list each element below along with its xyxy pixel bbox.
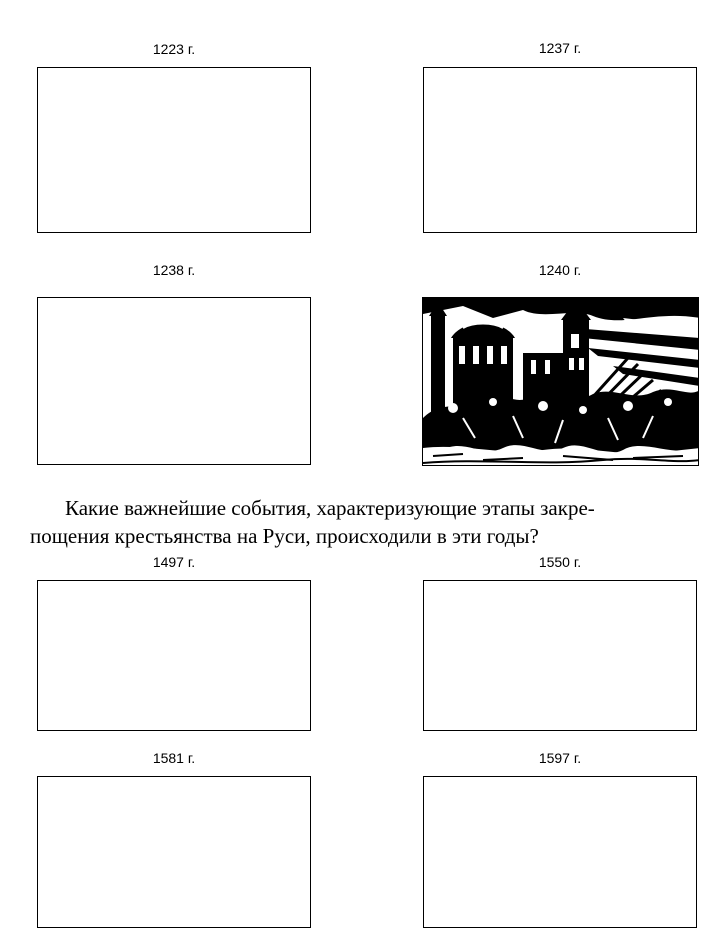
year-label-1240: 1240 г.	[538, 262, 582, 278]
siege-engraving-image	[422, 297, 699, 466]
answer-box-1223[interactable]	[37, 67, 311, 233]
answer-box-1497[interactable]	[37, 580, 311, 731]
year-label-1597: 1597 г.	[538, 750, 582, 766]
answer-box-1597[interactable]	[423, 776, 697, 928]
answer-box-1581[interactable]	[37, 776, 311, 928]
answer-box-1238[interactable]	[37, 297, 311, 465]
year-label-1497: 1497 г.	[152, 554, 196, 570]
year-label-1223: 1223 г.	[152, 41, 196, 57]
question-line-2: пощения крестьянства на Руси, происходили в эти годы?	[30, 524, 539, 548]
answer-box-1550[interactable]	[423, 580, 697, 731]
year-label-1237: 1237 г.	[538, 40, 582, 56]
year-label-1550: 1550 г.	[538, 554, 582, 570]
answer-box-1237[interactable]	[423, 67, 697, 233]
question-line-1: Какие важнейшие события, характеризующие этапы закре-	[65, 496, 595, 520]
year-label-1238: 1238 г.	[152, 262, 196, 278]
year-label-1581: 1581 г.	[152, 750, 196, 766]
question-text	[30, 494, 700, 550]
